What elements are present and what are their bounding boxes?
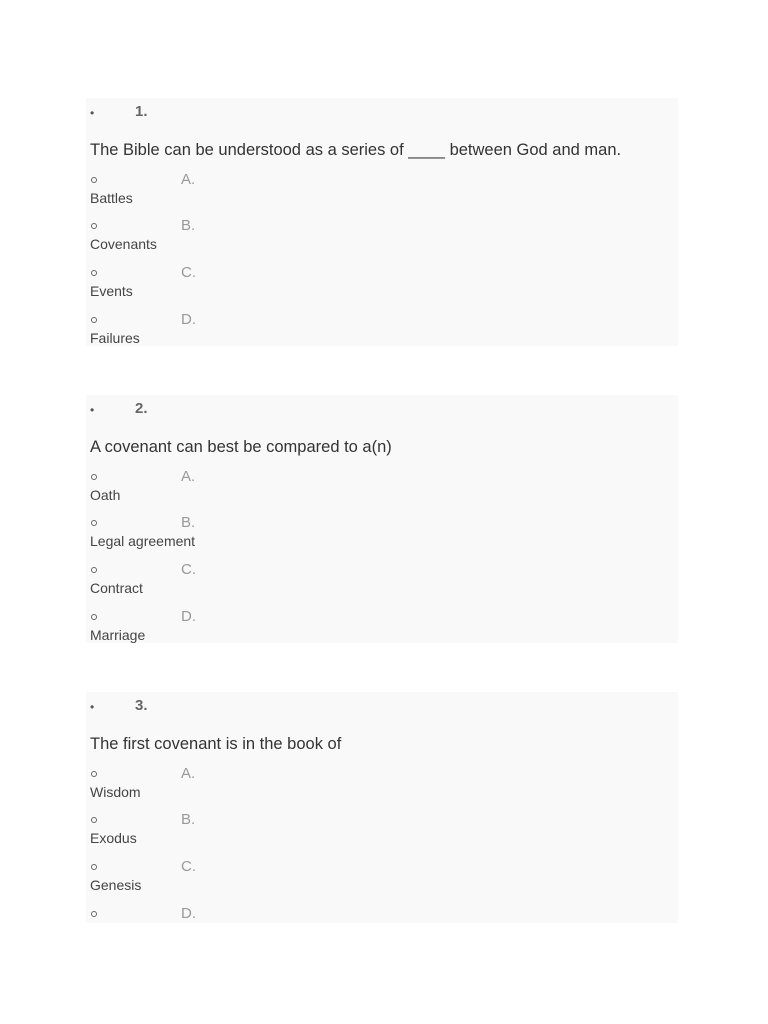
option-text: Contract bbox=[90, 580, 143, 596]
option-text: Wisdom bbox=[90, 784, 141, 800]
option-b[interactable] bbox=[86, 513, 678, 559]
option-a[interactable] bbox=[86, 170, 678, 216]
radio-icon[interactable] bbox=[91, 317, 97, 323]
option-text: Marriage bbox=[90, 627, 146, 643]
question-number: 3. bbox=[135, 697, 148, 714]
option-letter: A. bbox=[181, 765, 196, 782]
option-text: Failures bbox=[90, 330, 140, 346]
option-letter: D. bbox=[181, 311, 196, 328]
radio-icon[interactable] bbox=[91, 911, 97, 917]
question-card-1 bbox=[86, 98, 678, 346]
option-letter: B. bbox=[181, 217, 196, 234]
option-c[interactable] bbox=[86, 857, 678, 903]
option-d[interactable] bbox=[86, 310, 678, 356]
radio-icon[interactable] bbox=[91, 614, 97, 620]
option-letter: A. bbox=[181, 468, 196, 485]
option-c[interactable] bbox=[86, 560, 678, 606]
question-number: 2. bbox=[135, 400, 148, 417]
option-d[interactable] bbox=[86, 607, 678, 653]
option-text: Exodus bbox=[90, 830, 137, 846]
radio-icon[interactable] bbox=[91, 270, 97, 276]
question-number: 1. bbox=[135, 103, 148, 120]
question-header bbox=[86, 98, 678, 128]
option-b[interactable] bbox=[86, 216, 678, 262]
option-letter: C. bbox=[181, 264, 196, 281]
option-letter: C. bbox=[181, 561, 196, 578]
question-text: A covenant can best be compared to a(n) bbox=[90, 438, 392, 456]
bullet-icon: • bbox=[90, 106, 95, 120]
radio-icon[interactable] bbox=[91, 520, 97, 526]
bullet-icon: • bbox=[90, 403, 95, 417]
option-b[interactable] bbox=[86, 810, 678, 856]
radio-icon[interactable] bbox=[91, 817, 97, 823]
question-text: The Bible can be understood as a series of ____ between God and man. bbox=[90, 141, 622, 159]
question-text: The first covenant is in the book of bbox=[90, 735, 342, 753]
radio-icon[interactable] bbox=[91, 567, 97, 573]
option-letter: B. bbox=[181, 811, 196, 828]
question-header bbox=[86, 692, 678, 722]
question-card-2 bbox=[86, 395, 678, 643]
option-text: Covenants bbox=[90, 236, 157, 252]
radio-icon[interactable] bbox=[91, 474, 97, 480]
option-letter: B. bbox=[181, 514, 196, 531]
option-text: Events bbox=[90, 283, 133, 299]
option-text: Oath bbox=[90, 487, 121, 503]
radio-icon[interactable] bbox=[91, 177, 97, 183]
option-letter: C. bbox=[181, 858, 196, 875]
option-text: Battles bbox=[90, 190, 133, 206]
radio-icon[interactable] bbox=[91, 771, 97, 777]
option-letter: D. bbox=[181, 905, 196, 922]
option-text: Genesis bbox=[90, 877, 142, 893]
option-letter: A. bbox=[181, 171, 196, 188]
bullet-icon: • bbox=[90, 700, 95, 714]
option-text: Legal agreement bbox=[90, 533, 196, 549]
radio-icon[interactable] bbox=[91, 223, 97, 229]
option-letter: D. bbox=[181, 608, 196, 625]
radio-icon[interactable] bbox=[91, 864, 97, 870]
question-card-3 bbox=[86, 692, 678, 923]
option-a[interactable] bbox=[86, 764, 678, 810]
option-c[interactable] bbox=[86, 263, 678, 309]
question-header bbox=[86, 395, 678, 425]
option-d[interactable] bbox=[86, 904, 678, 950]
option-a[interactable] bbox=[86, 467, 678, 513]
